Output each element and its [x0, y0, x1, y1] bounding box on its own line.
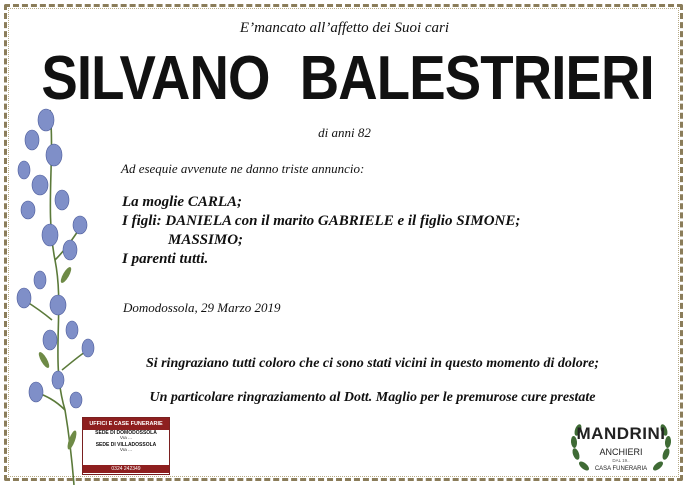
funeral-home-logo-right	[566, 414, 676, 478]
announcement-text: Ad esequie avvenute ne danno triste annuncio:	[121, 161, 365, 176]
intro-text: E’mancato all’affetto dei Suoi cari	[239, 20, 450, 36]
logo-right-tiny: DAL 19..	[612, 458, 630, 463]
logo-left-line: Via ...	[119, 448, 133, 453]
logo-left-line: SEDE DI VILLADOSSOLA	[95, 442, 157, 448]
family-list	[122, 193, 520, 269]
thanks-line-2: Un particolare ringraziamento al Dott. Maglio per le premurose cure prestate	[149, 390, 596, 405]
family-line: I figli: DANIELA con il marito GABRIELE e il figlio SIMONE;	[122, 213, 521, 229]
logo-left-line: SEDE DI DOMODOSSOLA	[95, 430, 157, 436]
family-line: MASSIMO;	[168, 232, 244, 248]
age-text: di anni 82	[318, 125, 371, 140]
logo-left-phone: 0324 242349	[83, 465, 169, 473]
thanks-line-1: Si ringraziano tutti coloro che ci sono stati vicini in questo momento di dolore;	[145, 356, 600, 371]
place-date: Domodossola, 29 Marzo 2019	[123, 300, 281, 315]
deceased-name: SILVANO BALESTRIERI	[41, 44, 654, 113]
logo-right-tagline: CASA FUNERARIA	[594, 466, 648, 472]
logo-left-header: UFFICI E CASE FUNERARIE	[83, 418, 169, 430]
logo-left-line: Via ...	[119, 436, 133, 441]
family-line: I parenti tutti.	[122, 251, 209, 267]
funeral-home-logo-left	[82, 417, 170, 475]
logo-right-subtitle: ANCHIERI	[599, 447, 643, 457]
family-line: La moglie CARLA;	[122, 194, 242, 210]
logo-right-brand: MANDRINI	[576, 424, 666, 443]
